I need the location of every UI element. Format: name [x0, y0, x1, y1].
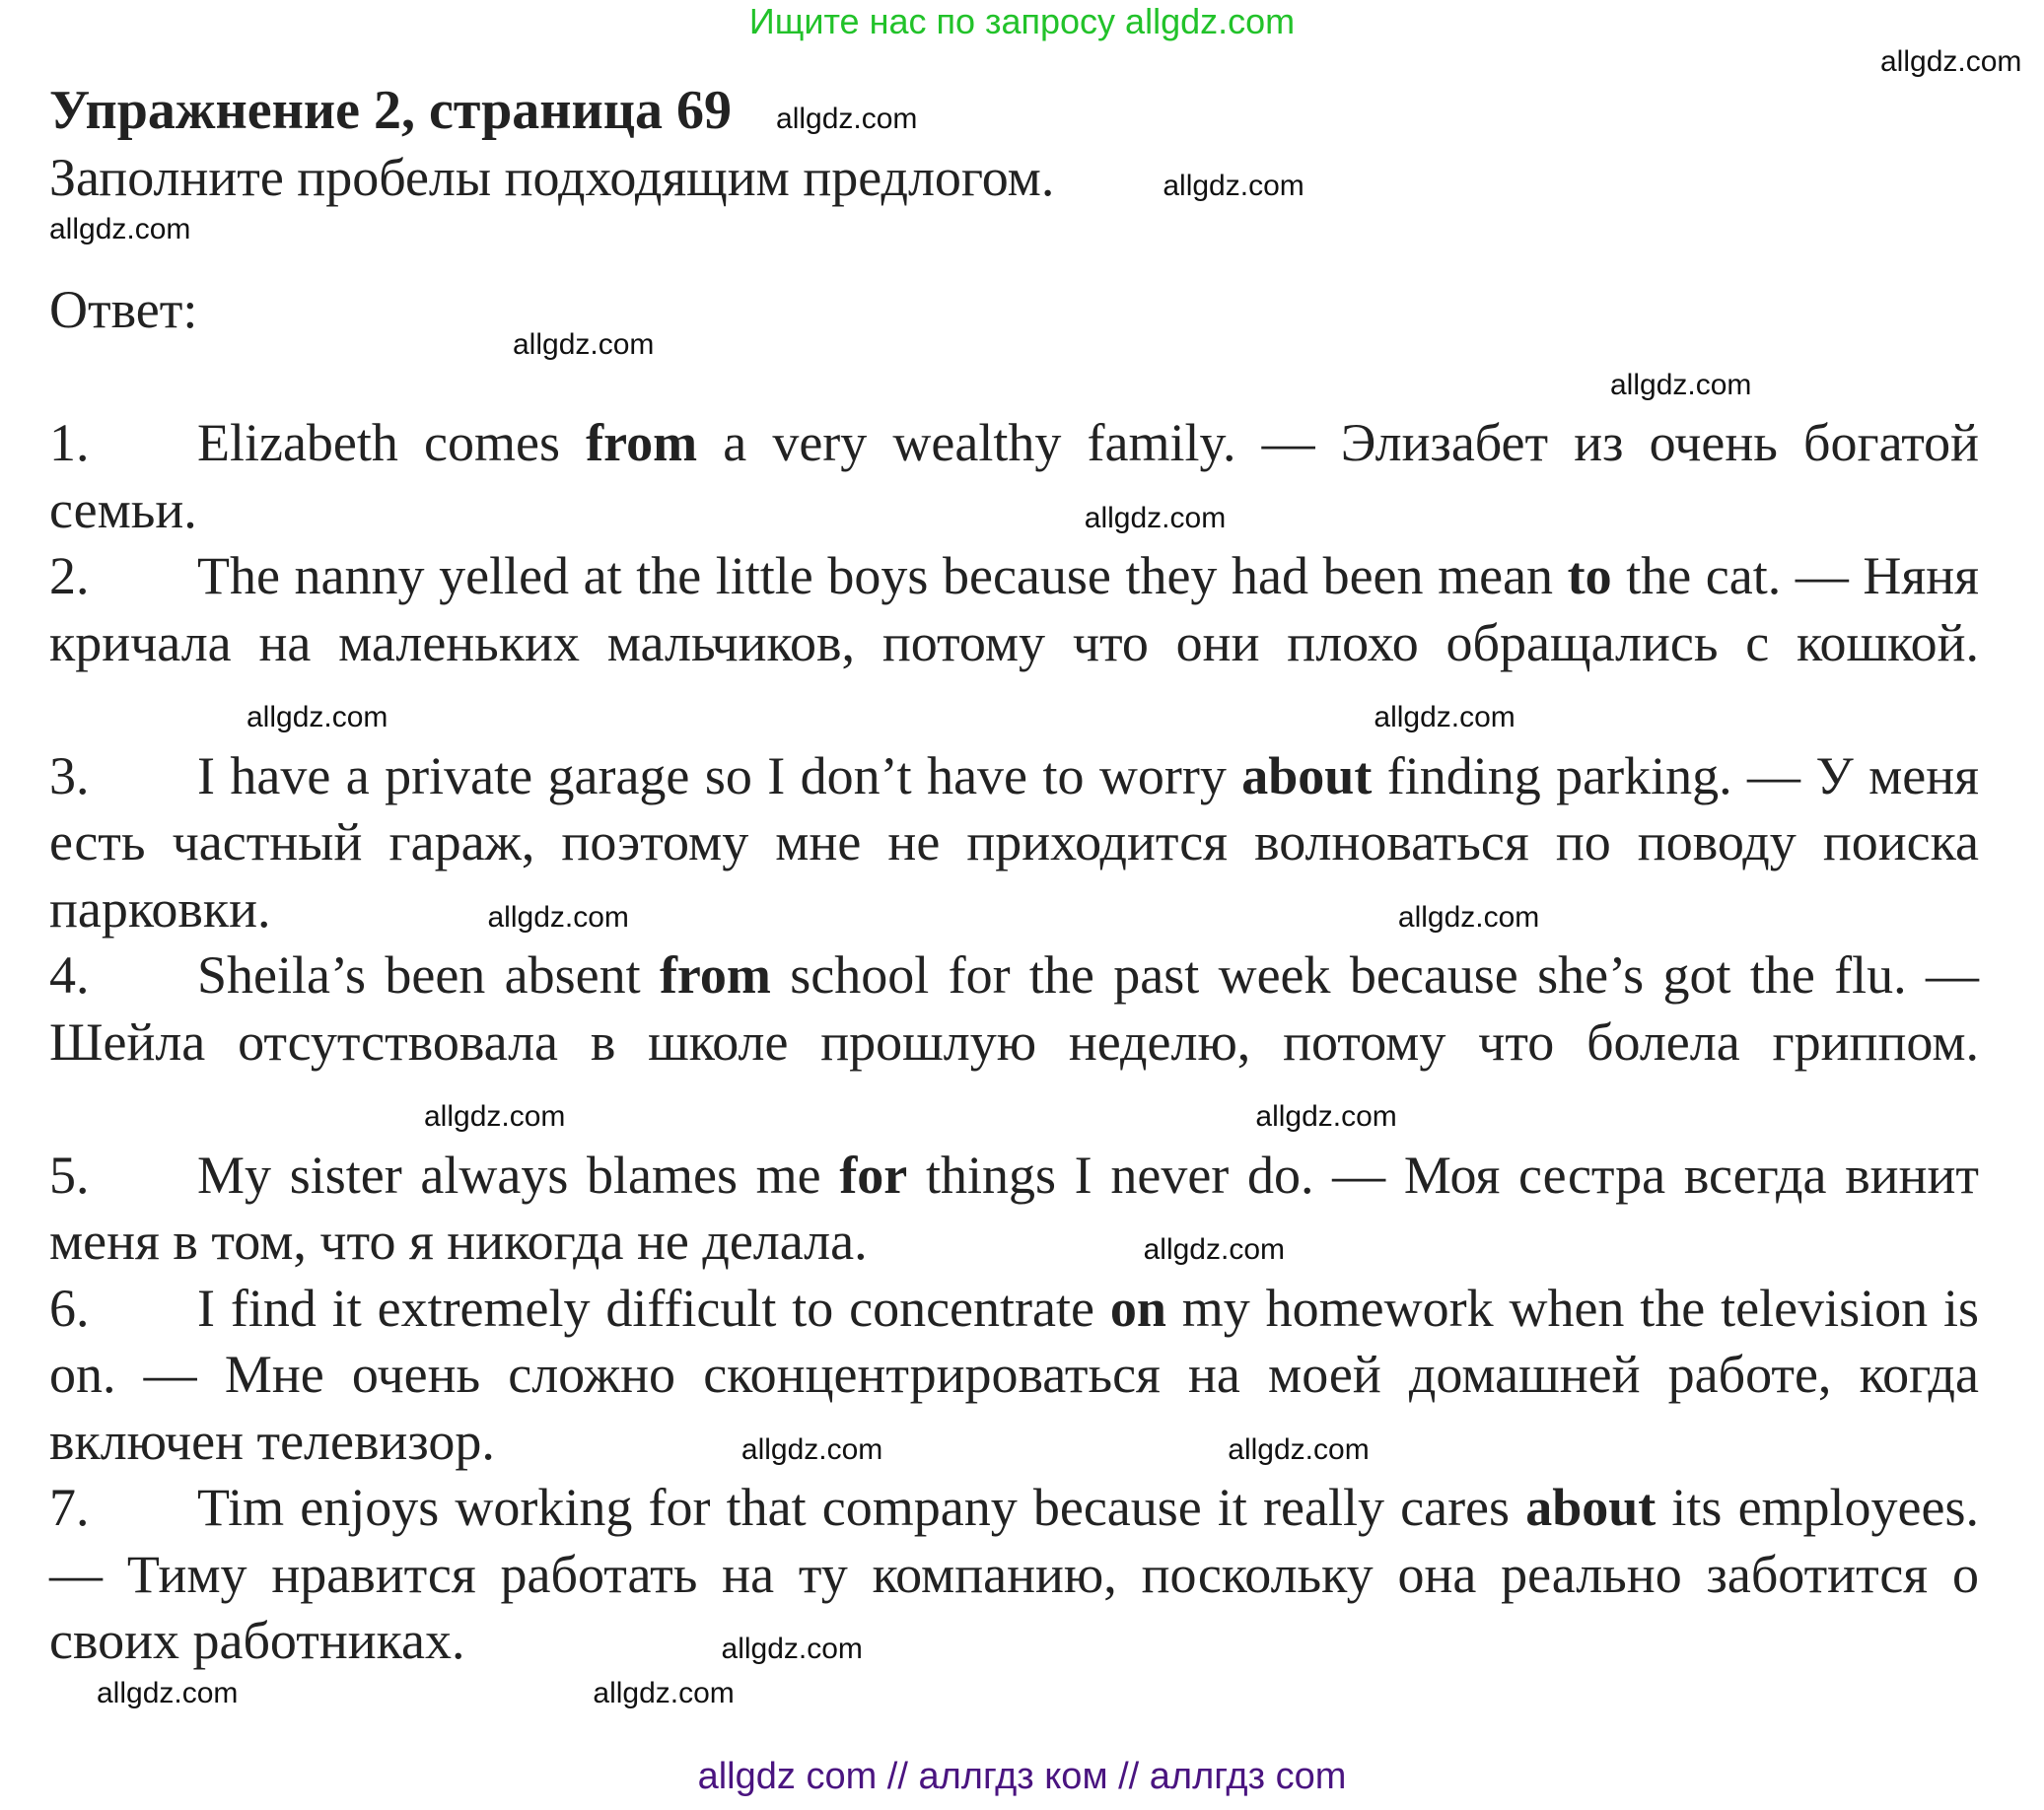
answer-item	[49, 1276, 1979, 1476]
answer-item	[49, 743, 1979, 943]
item-text-before: My sister always blames me	[197, 1145, 840, 1205]
item-text-after: things I never do. — Моя сестра всегда винит меня в том, что я никогда не делала.	[49, 1145, 1979, 1271]
item-number: 3.	[49, 745, 90, 805]
watermark: allgdz.com	[49, 213, 191, 245]
item-preposition: from	[586, 413, 698, 472]
item-number: 5.	[49, 1145, 90, 1205]
item-text-after: its employees. — Тиму нравится работать на ту компанию, поскольку она реально заботится о своих работниках.	[49, 1478, 1980, 1670]
watermark: allgdz.com	[97, 1676, 239, 1709]
watermark: allgdz.com	[424, 1100, 566, 1133]
exercise-title: Упражнение 2, страница 69	[49, 80, 733, 141]
watermark: allgdz.com	[1228, 1432, 1370, 1466]
item-text-before: Sheila’s been absent	[197, 945, 660, 1005]
watermark: allgdz.com	[487, 900, 629, 934]
item-number: 2.	[49, 546, 90, 605]
watermark: allgdz.com	[776, 103, 918, 135]
item-text-before: The nanny yelled at the little boys because they had been mean	[197, 546, 1568, 605]
watermark: allgdz.com	[513, 328, 655, 361]
watermark: allgdz.com	[1374, 701, 1515, 733]
item-text-after: school for the past week because she’s got the flu. — Шейла отсутствовала в школе прошлую неделю, потому что болела гриппом.	[49, 945, 1979, 1072]
item-text-after: the cat. — Няня кричала на маленьких мальчиков, потому что они плохо обращались с кошкой.	[49, 546, 1980, 672]
item-text-after: finding parking. — У меня есть частный гараж, поэтому мне не приходится волноваться по поводу поиска парковки.	[49, 745, 1979, 939]
watermark: allgdz.com	[1255, 1100, 1397, 1133]
item-number: 1.	[49, 413, 90, 472]
watermark: allgdz.com	[1610, 369, 1752, 401]
item-text-before: Elizabeth comes	[197, 413, 587, 472]
answer-list	[49, 410, 1979, 1710]
item-preposition: about	[1241, 745, 1373, 805]
watermark: allgdz.com	[247, 701, 388, 733]
item-preposition: on	[1109, 1278, 1166, 1338]
watermark: allgdz.com	[1397, 900, 1540, 934]
answer-label: Ответ:	[49, 280, 198, 339]
watermark: allgdz.com	[1880, 45, 2022, 78]
item-number: 7.	[49, 1478, 90, 1537]
answer-item	[49, 1143, 1979, 1276]
watermark: allgdz.com	[1163, 170, 1304, 202]
watermark-row	[49, 1677, 1979, 1710]
bottom-site-links[interactable]: allgdz com // аллгдз ком // аллгдз com	[697, 1756, 1347, 1797]
answer-item	[49, 410, 1979, 543]
item-text-after: a very wealthy family. — Элизабет из очень богатой семьи.	[49, 413, 1979, 539]
exercise-instruction: Заполните пробелы подходящим предлогом.	[49, 148, 1055, 207]
item-preposition: from	[659, 945, 771, 1005]
item-text-before: I have a private garage so I don’t have to worry	[197, 745, 1242, 805]
answer-item	[49, 1475, 1979, 1675]
answer-item	[49, 543, 1979, 743]
watermark: allgdz.com	[593, 1676, 735, 1709]
item-preposition: for	[839, 1145, 908, 1205]
item-preposition: to	[1567, 546, 1612, 605]
watermark: allgdz.com	[721, 1633, 863, 1665]
watermark: allgdz.com	[1084, 501, 1227, 534]
item-preposition: about	[1525, 1478, 1656, 1537]
subtitle-row	[49, 146, 1304, 209]
item-number: 4.	[49, 945, 90, 1005]
watermark: allgdz.com	[740, 1432, 883, 1466]
item-text-after: my homework when the television is on. — Мне очень сложно сконцентрироваться на моей домашней работе, когда включен телевизор.	[49, 1278, 1979, 1471]
search-banner: Ищите нас по запросу allgdz.com	[748, 1, 1296, 41]
item-number: 6.	[49, 1278, 90, 1338]
answer-item	[49, 942, 1979, 1143]
item-text-before: Tim enjoys working for that company because it really cares	[197, 1478, 1526, 1537]
watermark: allgdz.com	[1143, 1233, 1285, 1266]
title-row	[49, 79, 917, 142]
item-text-before: I find it extremely difficult to concentrate	[197, 1278, 1110, 1338]
